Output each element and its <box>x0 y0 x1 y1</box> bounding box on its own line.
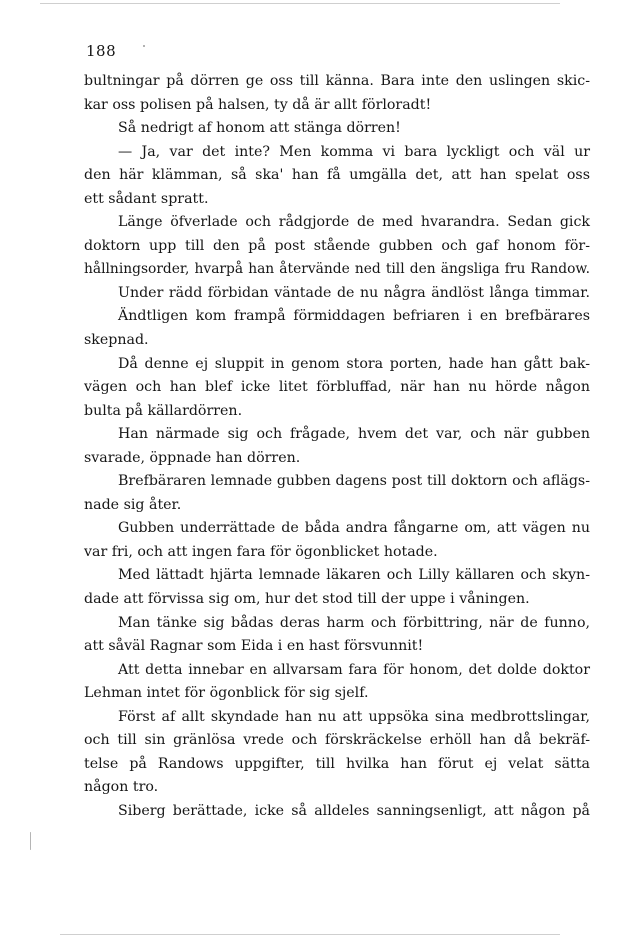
bottom-scan-edge <box>60 934 560 935</box>
body-text <box>84 70 590 824</box>
text-line: och till sin gränlösa vrede och förskräckelse erhöll han då bekräf- <box>84 732 590 749</box>
text-line: Ändtligen kom frampå förmiddagen befriaren i en brefbärares <box>118 308 590 325</box>
text-line: bultningar på dörren ge oss till känna. Bara inte den uslingen skic- <box>84 73 590 89</box>
text-line: — Ja, var det inte? Men komma vi bara lyckligt och väl ur <box>118 143 590 160</box>
top-scan-edge <box>40 3 560 4</box>
text-line: någon tro. <box>84 779 159 796</box>
page-number: 188 <box>86 42 117 60</box>
text-line: Först af allt skyndade han nu att uppsöka sina medbrottslingar, <box>118 708 590 725</box>
text-line: hållningsorder, hvarpå han återvände ned till den ängsliga fru Randow. <box>84 261 590 278</box>
text-line: Lehman intet för ögonblick för sig sjelf. <box>84 685 369 702</box>
text-line: bulta på källardörren. <box>84 402 243 419</box>
text-line: ett sådant spratt. <box>84 190 209 207</box>
text-line: Under rädd förbidan väntade de nu några ändlöst långa timmar. <box>118 284 590 301</box>
text-line: Man tänke sig bådas deras harm och förbittring, när de funno, <box>118 614 590 631</box>
text-line: Länge öfverlade och rådgjorde de med hvarandra. Sedan gick <box>118 214 590 231</box>
text-line: Siberg berättade, icke så alldeles sanningsenligt, att någon på <box>118 802 590 819</box>
text-line: vägen och han blef icke litet förbluffad, när han nu hörde någon <box>84 379 590 396</box>
ink-speck <box>143 45 145 47</box>
text-line: att såväl Ragnar som Eida i en hast försvunnit! <box>84 638 424 655</box>
text-line: Brefbäraren lemnade gubben dagens post till doktorn och aflägs- <box>118 473 590 490</box>
text-line: den här klämman, så ska' han få umgälla det, att han spelat oss <box>84 167 590 184</box>
text-line: Så nedrigt af honom att stänga dörren! <box>118 120 401 137</box>
text-line: nade sig åter. <box>84 496 182 513</box>
text-line: var fri, och att ingen fara för ögonblicket hotade. <box>84 543 438 560</box>
text-line: Han närmade sig och frågade, hvem det var, och när gubben <box>118 426 590 443</box>
text-line: kar oss polisen på halsen, ty då är allt förloradt! <box>84 96 432 113</box>
text-line: telse på Randows uppgifter, till hvilka han förut ej velat sätta <box>84 755 590 772</box>
text-line: Gubben underrättade de båda andra fångarne om, att vägen nu <box>118 520 590 537</box>
text-line: skepnad. <box>84 332 149 349</box>
text-line: Då denne ej sluppit in genom stora porten, hade han gått bak- <box>118 355 590 372</box>
text-line: dade att förvissa sig om, hur det stod till der uppe i våningen. <box>84 591 530 608</box>
text-line: Med lättadt hjärta lemnade läkaren och Lilly källaren och skyn- <box>118 567 590 584</box>
ink-speck <box>30 832 31 850</box>
text-line: doktorn upp till den på post stående gubben och gaf honom för- <box>84 237 590 254</box>
text-line: svarade, öppnade han dörren. <box>84 449 301 466</box>
text-line: Att detta innebar en allvarsam fara för honom, det dolde doktor <box>118 661 590 678</box>
